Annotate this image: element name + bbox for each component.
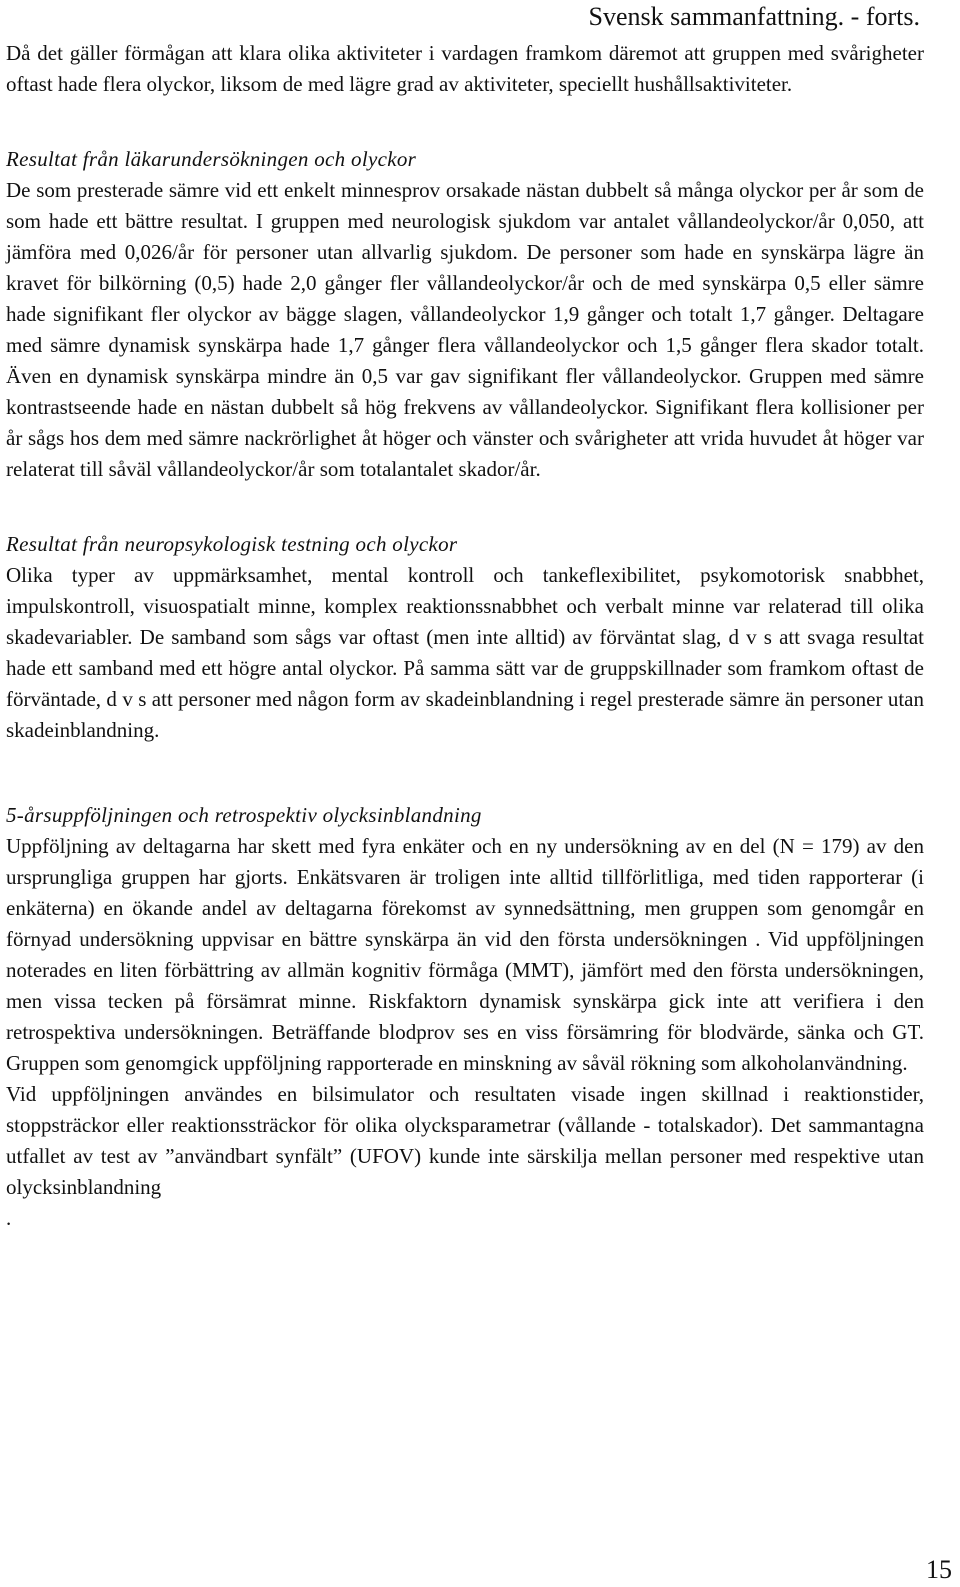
- section-trailing-period: .: [6, 1206, 12, 1230]
- section-followup: [6, 800, 924, 1234]
- section-paragraph: Olika typer av uppmärksamhet, mental kontroll och tankeflexibilitet, psykomotorisk snabbhet, impulskontroll, visuospatialt minne, komplex reaktionssnabbhet och verbalt minne var relaterad till olika skadevariabler. De samband som sågs var oftast (men inte alltid) av förväntat slag, d v s att svaga resultat hade ett samband med ett högre antal olyckor. På samma sätt var de gruppskillnader som framkom oftast de förväntade, d v s att personer med någon form av skadeinblandning i regel presterade sämre än personer utan skadeinblandning.: [6, 563, 924, 742]
- section-paragraph: De som presterade sämre vid ett enkelt minnesprov orsakade nästan dubbelt så många olyckor per år som de som hade ett bättre resultat. I gruppen med neurologisk sjukdom var antalet vållandeolyckor/år 0,050, att jämföra med 0,026/år för personer utan allvarlig sjukdom. De personer som hade en synskärpa lägre än kravet för bilkörning (0,5) hade 2,0 gånger fler vållandeolyckor/år och de med synskärpa 0,5 eller sämre hade signifikant fler olyckor av bägge slagen, vållandeolyckor 1,9 gånger och totalt 1,7 gånger. Deltagare med sämre dynamisk synskärpa hade 1,7 gånger flera vållandeolyckor och 1,5 gånger flera skador totalt. Även en dynamisk synskärpa mindre än 0,5 var gav signifikant fler vållandeolyckor. Gruppen med sämre kontrastseende hade en nästan dubbelt så hög frekvens av vållandeolyckor. Signifikant flera kollisioner per år sågs hos dem med sämre nackrörlighet åt höger och vänster och svårigheter att vrida huvudet åt höger var relaterat till såväl vållandeolyckor/år som totalantalet skador/år.: [6, 178, 924, 481]
- spacer: [6, 485, 924, 529]
- page-number: 15: [926, 1555, 952, 1584]
- section-paragraph: Vid uppföljningen användes en bilsimulator och resultaten visade ingen skillnad i reaktionstider, stoppsträckor eller reaktionssträckor för olika olycksparametrar (vållande - totalskador). Det sammantagna utfallet av test av ”användbart synfält” (UFOV) kunde inte särskilja mellan personer med respektive utan olycksinblandning: [6, 1082, 924, 1199]
- spacer: [6, 746, 924, 800]
- intro-paragraph: Då det gäller förmågan att klara olika aktiviteter i vardagen framkom däremot att gruppen med svårigheter oftast hade flera olyckor, liksom de med lägre grad av aktiviteter, speciellt hushållsaktiviteter.: [6, 41, 924, 96]
- section-medical-exam: [6, 144, 924, 485]
- section-heading: Resultat från läkarundersökningen och olyckor: [6, 147, 417, 171]
- section-heading: Resultat från neuropsykologisk testning och olyckor: [6, 532, 458, 556]
- document-body: [6, 38, 924, 1234]
- section-neuropsych: [6, 529, 924, 746]
- running-header: Svensk sammanfattning. - forts.: [588, 2, 920, 31]
- section-paragraph: Uppföljning av deltagarna har skett med fyra enkäter och en ny undersökning av en del (N = 179) av den ursprungliga gruppen har gjorts. Enkätsvaren är troligen inte alltid tillförlitliga, med tiden rapporterar (i enkäterna) en ökande andel av deltagarna förekomst av synnedsättning, men gruppen som genomgår en förnyad undersökning uppvisar en bättre synskärpa än vid den första undersökningen . Vid uppföljningen noterades en liten förbättring av allmän kognitiv förmåga (MMT), jämfört med den första undersökningen, men vissa tecken på försämrat minne. Riskfaktorn dynamisk synskärpa gick inte att verifiera i den retrospektiva undersökningen. Beträffande blodprov ses en viss försämring för blodvärde, sänka och GT. Gruppen som genomgick uppföljning rapporterade en minskning av såväl rökning som alkoholanvändning.: [6, 834, 924, 1075]
- section-heading: 5-årsuppföljningen och retrospektiv olycksinblandning: [6, 803, 482, 827]
- spacer: [6, 100, 924, 144]
